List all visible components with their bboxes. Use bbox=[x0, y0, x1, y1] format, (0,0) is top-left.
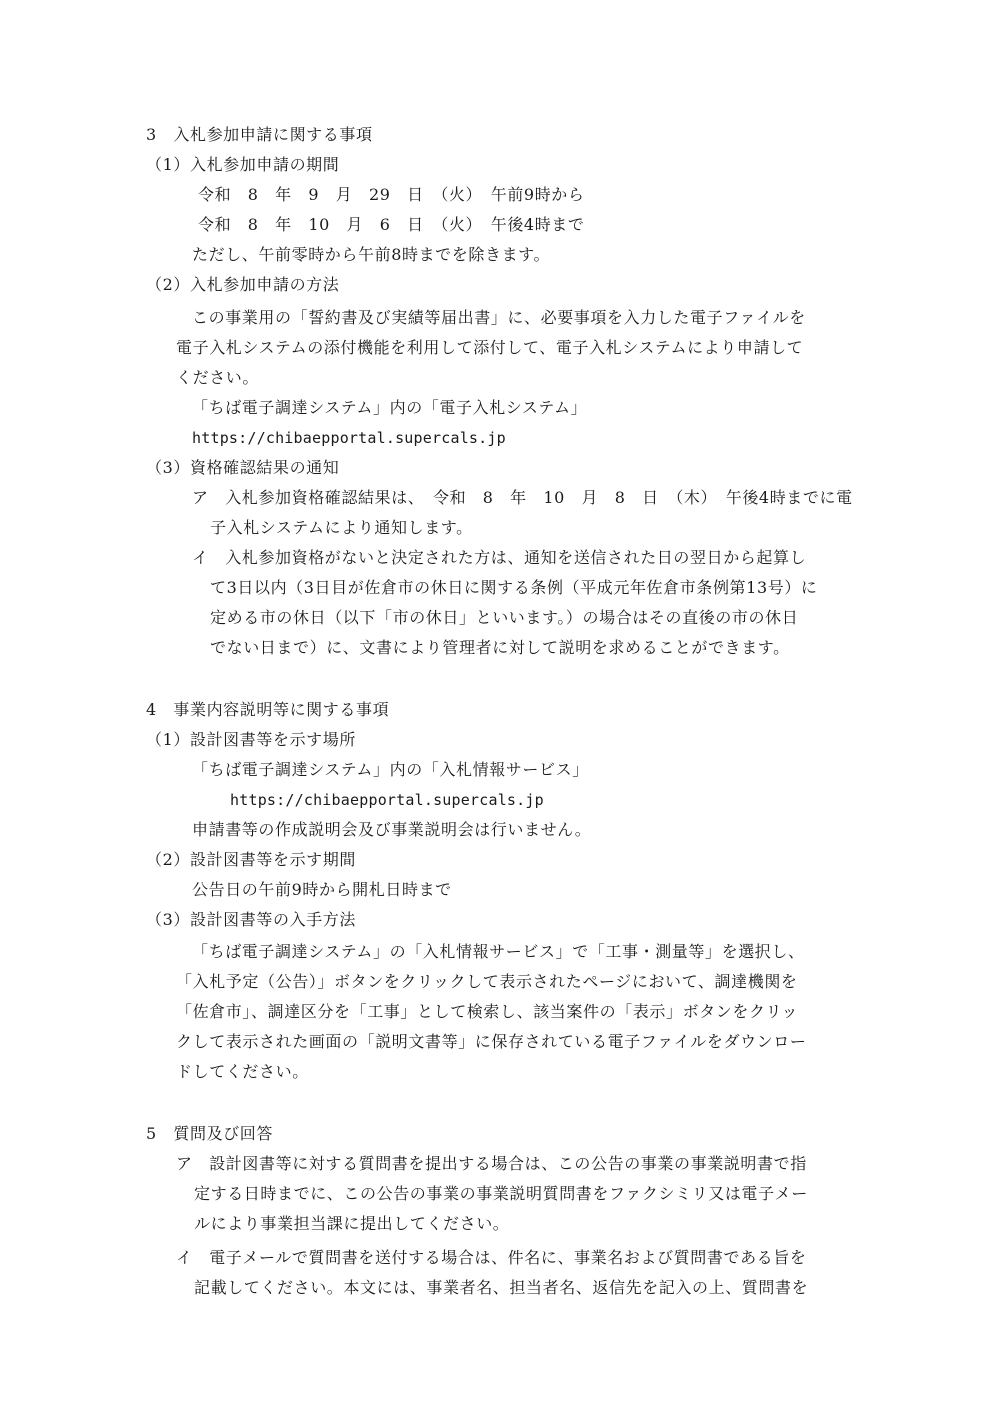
info-service-url[interactable]: https://chibaepportal.supercals.jp bbox=[230, 791, 544, 809]
info-service-name: 「ちば電子調達システム」内の「入札情報サービス」 bbox=[192, 760, 589, 779]
question-i-line-1: イ 電子メールで質問書を送付する場合は、件名に、事業名および質問書である旨を bbox=[176, 1248, 807, 1267]
application-period-note: ただし、午前零時から午前8時までを除きます。 bbox=[192, 245, 551, 264]
question-a-line-3: ルにより事業担当課に提出してください。 bbox=[194, 1214, 510, 1233]
briefing-note: 申請書等の作成説明会及び事業説明会は行いません。 bbox=[192, 820, 592, 839]
section-3-3-heading: （3）資格確認結果の通知 bbox=[146, 458, 340, 477]
section-4-2-heading: （2）設計図書等を示す期間 bbox=[146, 850, 356, 869]
acquisition-line-2: 「入札予定（公告）」ボタンをクリックして表示されたページにおいて、調達機関を bbox=[176, 972, 798, 991]
application-method-line-2: 電子入札システムの添付機能を利用して添付して、電子入札システムにより申請して bbox=[176, 338, 804, 357]
question-a-line-2: 定する日時までに、この公告の事業の事業説明質問書をファクシミリ又は電子メー bbox=[194, 1184, 808, 1203]
notice-a-line-1: ア 入札参加資格確認結果は、 令和 8 年 10 月 8 日 （木） 午後4時までに電 bbox=[192, 488, 853, 507]
section-3-2-heading: （2）入札参加申請の方法 bbox=[146, 275, 340, 294]
section-3-1-heading: （1）入札参加申請の期間 bbox=[146, 155, 340, 174]
section-4-heading: 4 事業内容説明等に関する事項 bbox=[146, 700, 390, 719]
bidding-system-url[interactable]: https://chibaepportal.supercals.jp bbox=[192, 429, 506, 447]
notice-i-line-3: 定める市の休日（以下「市の休日」といいます。）の場合はその直後の市の休日 bbox=[210, 608, 799, 627]
section-3-heading: 3 入札参加申請に関する事項 bbox=[146, 125, 373, 144]
application-period-end: 令和 8 年 10 月 6 日 （火） 午後4時まで bbox=[198, 215, 585, 234]
notice-i-line-2: て3日以内（3日目が佐倉市の休日に関する条例（平成元年佐倉市条例第13号）に bbox=[210, 578, 818, 597]
section-4-3-heading: （3）設計図書等の入手方法 bbox=[146, 910, 356, 929]
notice-a-line-2: 子入札システムにより通知します。 bbox=[210, 518, 473, 537]
question-i-line-2: 記載してください。本文には、事業者名、担当者名、返信先を記入の上、質問書を bbox=[194, 1278, 809, 1297]
section-4-1-heading: （1）設計図書等を示す場所 bbox=[146, 730, 356, 749]
acquisition-line-4: クして表示された画面の「説明文書等」に保存されている電子ファイルをダウンロー bbox=[176, 1032, 807, 1051]
notice-i-line-1: イ 入札参加資格がないと決定された方は、通知を送信された日の翌日から起算し bbox=[192, 548, 807, 567]
acquisition-line-3: 「佐倉市」、調達区分を「工事」として検索し、該当案件の「表示」ボタンをクリッ bbox=[176, 1002, 799, 1021]
acquisition-line-1: 「ちば電子調達システム」の「入札情報サービス」で「工事・測量等」を選択し、 bbox=[192, 942, 805, 961]
notice-i-line-4: でない日まで）に、文書により管理者に対して説明を求めることができます。 bbox=[210, 638, 790, 657]
application-method-line-3: ください。 bbox=[176, 368, 260, 387]
section-5-heading: 5 質問及び回答 bbox=[146, 1124, 273, 1143]
application-method-line-1: この事業用の「誓約書及び実績等届出書」に、必要事項を入力した電子ファイルを bbox=[192, 308, 806, 327]
application-period-start: 令和 8 年 9 月 29 日 （火） 午前9時から bbox=[198, 185, 585, 204]
question-a-line-1: ア 設計図書等に対する質問書を提出する場合は、この公告の事業の事業説明書で指 bbox=[176, 1154, 807, 1173]
acquisition-line-5: ドしてください。 bbox=[176, 1062, 309, 1081]
display-period: 公告日の午前9時から開札日時まで bbox=[192, 880, 452, 899]
bidding-system-name: 「ちば電子調達システム」内の「電子入札システム」 bbox=[192, 398, 588, 417]
